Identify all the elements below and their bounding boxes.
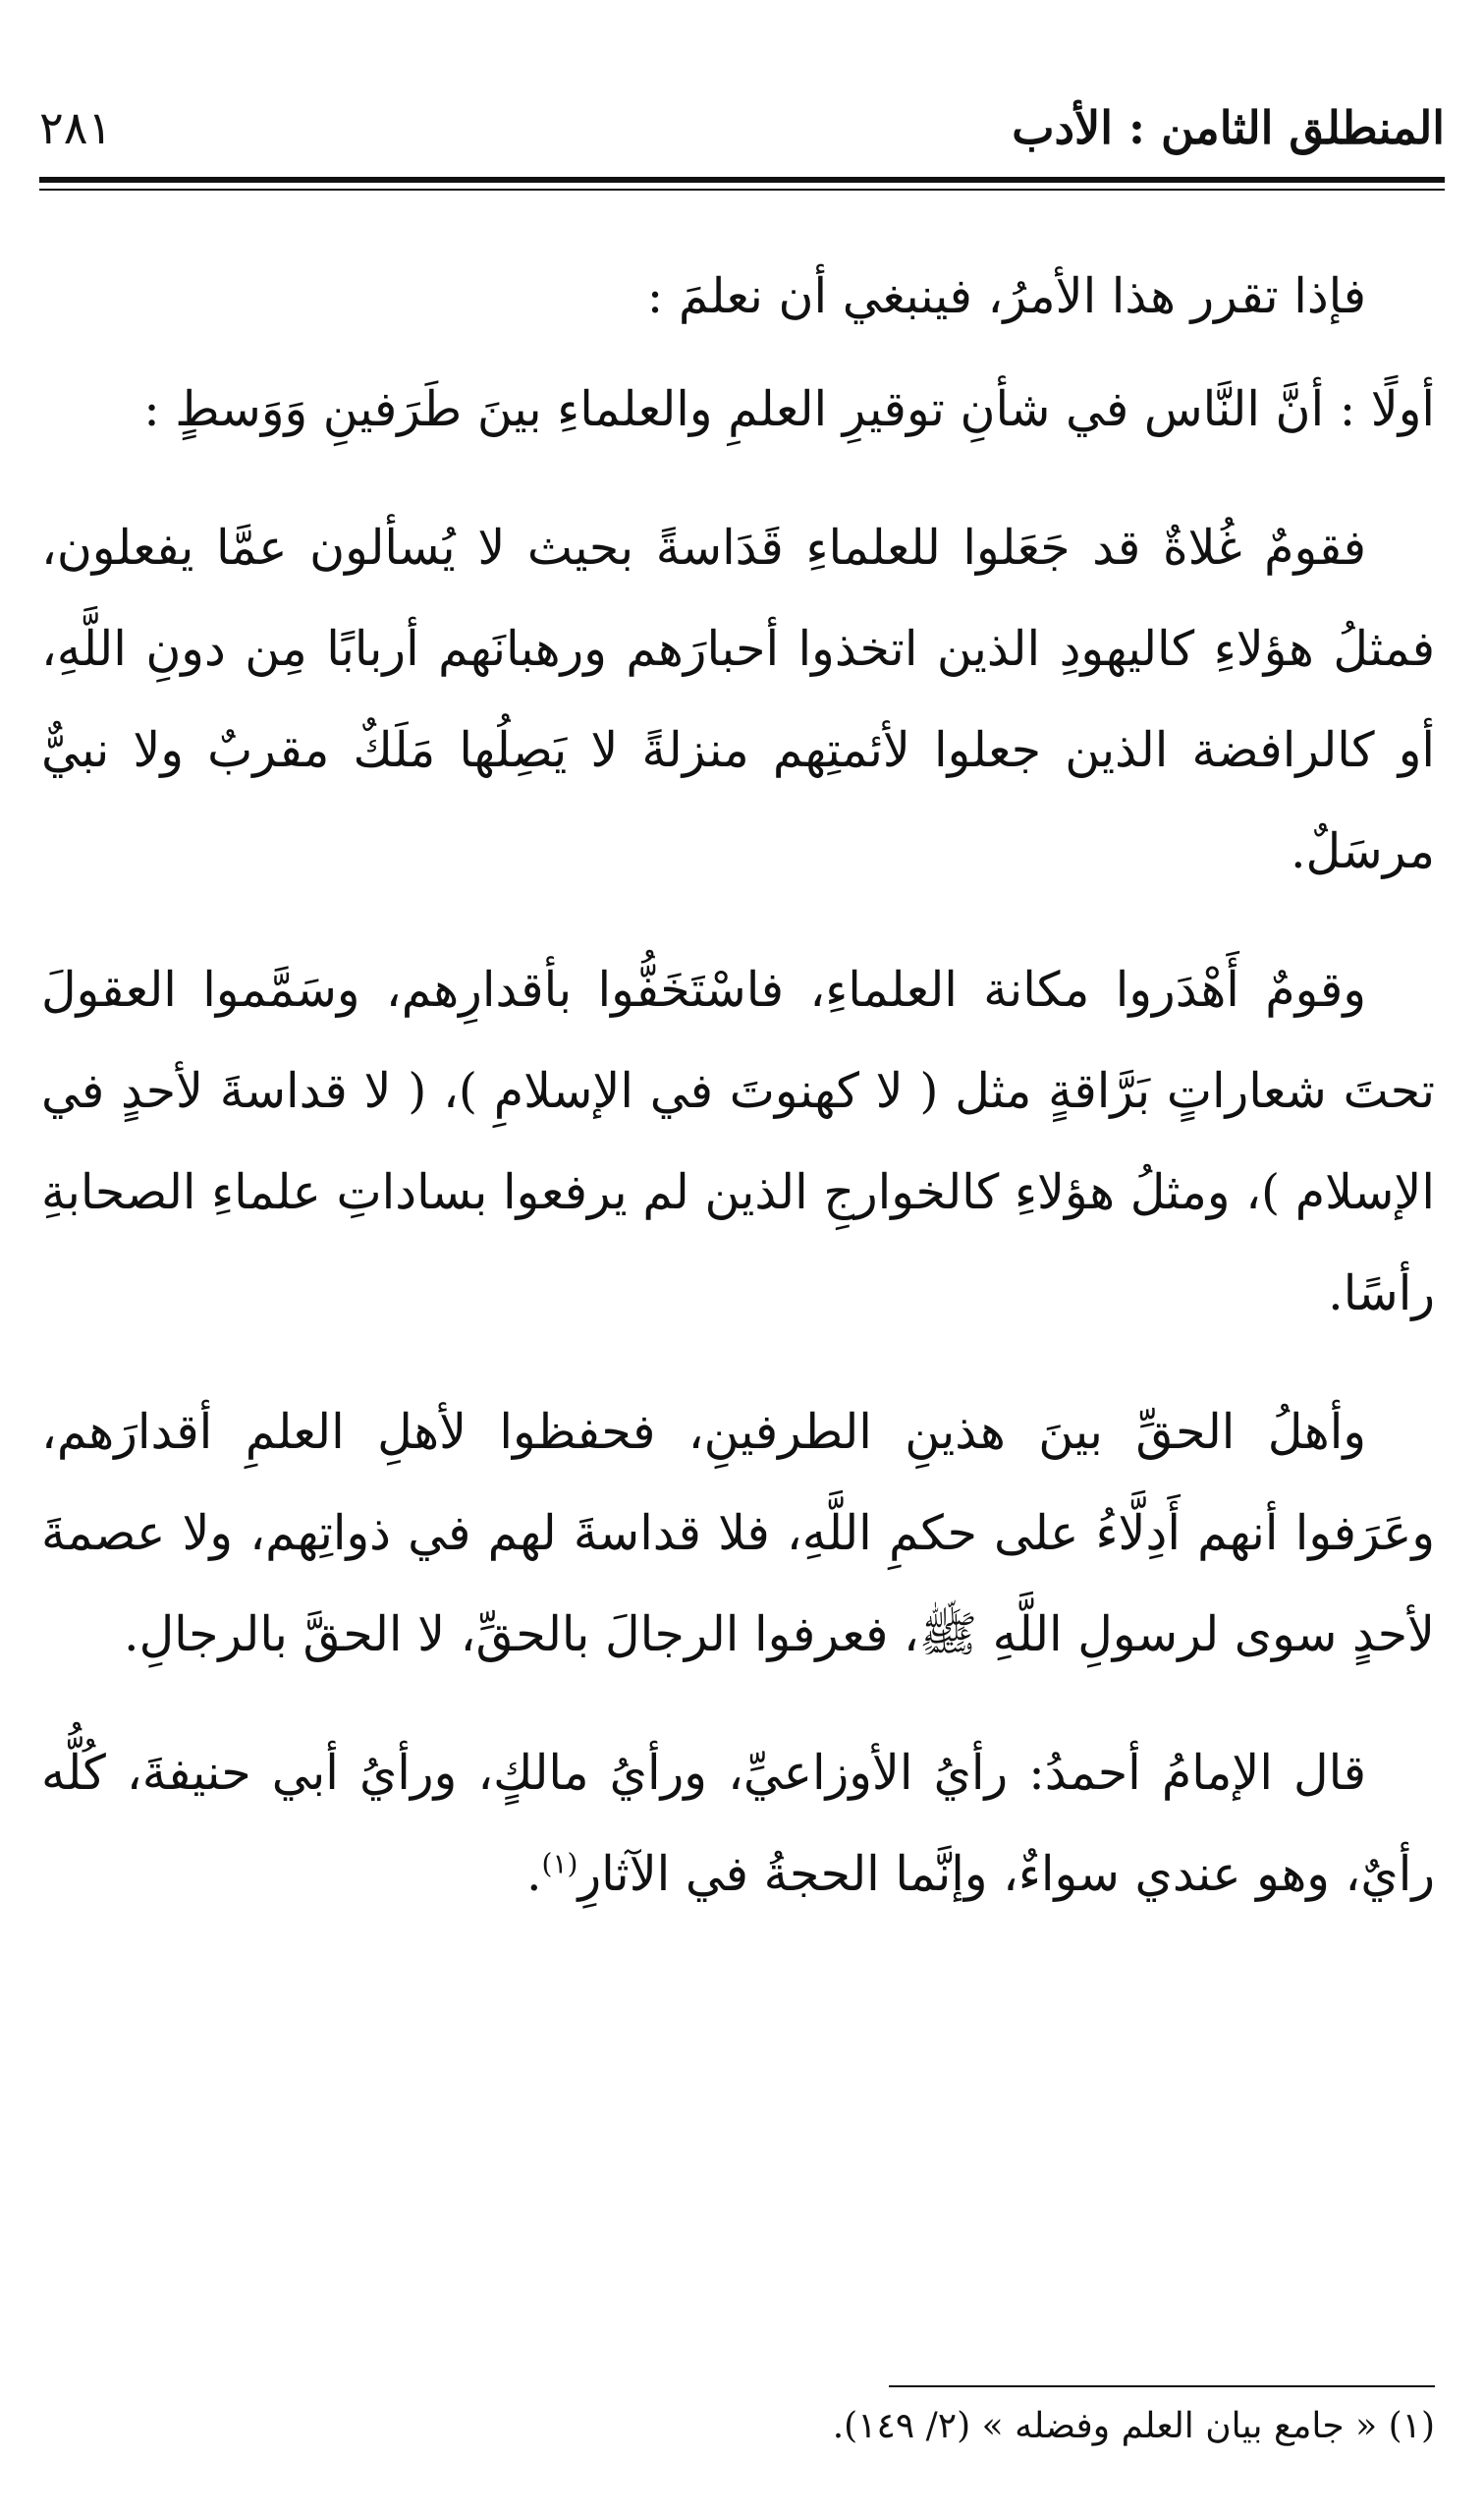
paragraph-first-point: أولًا : أنَّ النَّاس في شأنِ توقيرِ العلمِ والعلماءِ بينَ طَرَفينِ وَوَسطٍ : bbox=[143, 381, 1435, 437]
main-text bbox=[41, 246, 1435, 1962]
footnote bbox=[41, 2397, 1435, 2456]
footnote-marker[interactable]: (١) bbox=[541, 1847, 578, 1880]
footnote-number: (١) bbox=[1388, 2406, 1435, 2446]
header-rule-thin bbox=[39, 189, 1445, 191]
paragraph-neglecters: وقومٌ أَهْدَروا مكانة العلماءِ، فاسْتَخَفُّوا بأقدارِهم، وسَمَّموا العقولَ تحتَ شعاراتٍ بَرَّاقةٍ مثل ( لا كهنوتَ في الإسلامِ )، ( لا قداسةَ لأحدٍ في الإسلام )، ومثلُ هؤلاءِ كالخوارجِ الذين لم يرفعوا بساداتِ علماءِ الصحابةِ رأسًا. bbox=[41, 962, 1435, 1321]
footnote-text: « جامع بيان العلم وفضله » (٢/ ١٤٩). bbox=[832, 2406, 1378, 2446]
paragraph-extremists: فقومٌ غُلاةٌ قد جَعَلوا للعلماءِ قَدَاسةً بحيث لا يُسألون عمَّا يفعلون، فمثلُ هؤلاءِ كاليهودِ الذين اتخذوا أحبارَهم ورهبانَهم أربابًا مِن دونِ اللَّهِ، أو كالرافضة الذين جعلوا لأئمتِهم منزلةً لا يَصِلُها مَلَكٌ مقربٌ ولا نبيٌّ مرسَلٌ. bbox=[41, 520, 1435, 879]
running-header bbox=[39, 93, 1445, 162]
paragraph-people-of-truth: وأهلُ الحقِّ بينَ هذينِ الطرفينِ، فحفظوا لأهلِ العلمِ أقدارَهم، وعَرَفوا أنهم أَدِلَّاءُ على حكمِ اللَّهِ، فلا قداسةَ لهم في ذواتِهم، ولا عصمةَ لأحدٍ سوى لرسولِ اللَّهِ ﷺ، فعرفوا الرجالَ بالحقِّ، لا الحقَّ بالرجالِ. bbox=[41, 1404, 1435, 1662]
paragraph-intro: فإذا تقرر هذا الأمرُ، فينبغي أن نعلمَ : bbox=[646, 268, 1366, 324]
paragraph-imam-ahmad: قال الإمامُ أحمدُ: رأيُ الأوزاعيِّ، ورأيُ مالكٍ، ورأيُ أبي حنيفةَ، كُلُّه رأيٌ، وهو عندي سواءٌ، وإنَّما الحجةُ في الآثارِ$^{(١)}$. bbox=[41, 1745, 1435, 1902]
chapter-title: المنطلق الثامن : الأدب bbox=[1012, 101, 1445, 154]
header-rule-thick bbox=[39, 177, 1445, 183]
imam-ahmad-quote: قال الإمامُ أحمدُ: رأيُ الأوزاعيِّ، ورأيُ مالكٍ، ورأيُ أبي حنيفةَ، كُلُّه رأيٌ، وهو عندي سواءٌ، وإنَّما الحجةُ في الآثارِ bbox=[41, 1745, 1435, 1902]
page-number: ٢٨١ bbox=[39, 101, 113, 154]
footnote-rule bbox=[889, 2385, 1435, 2387]
